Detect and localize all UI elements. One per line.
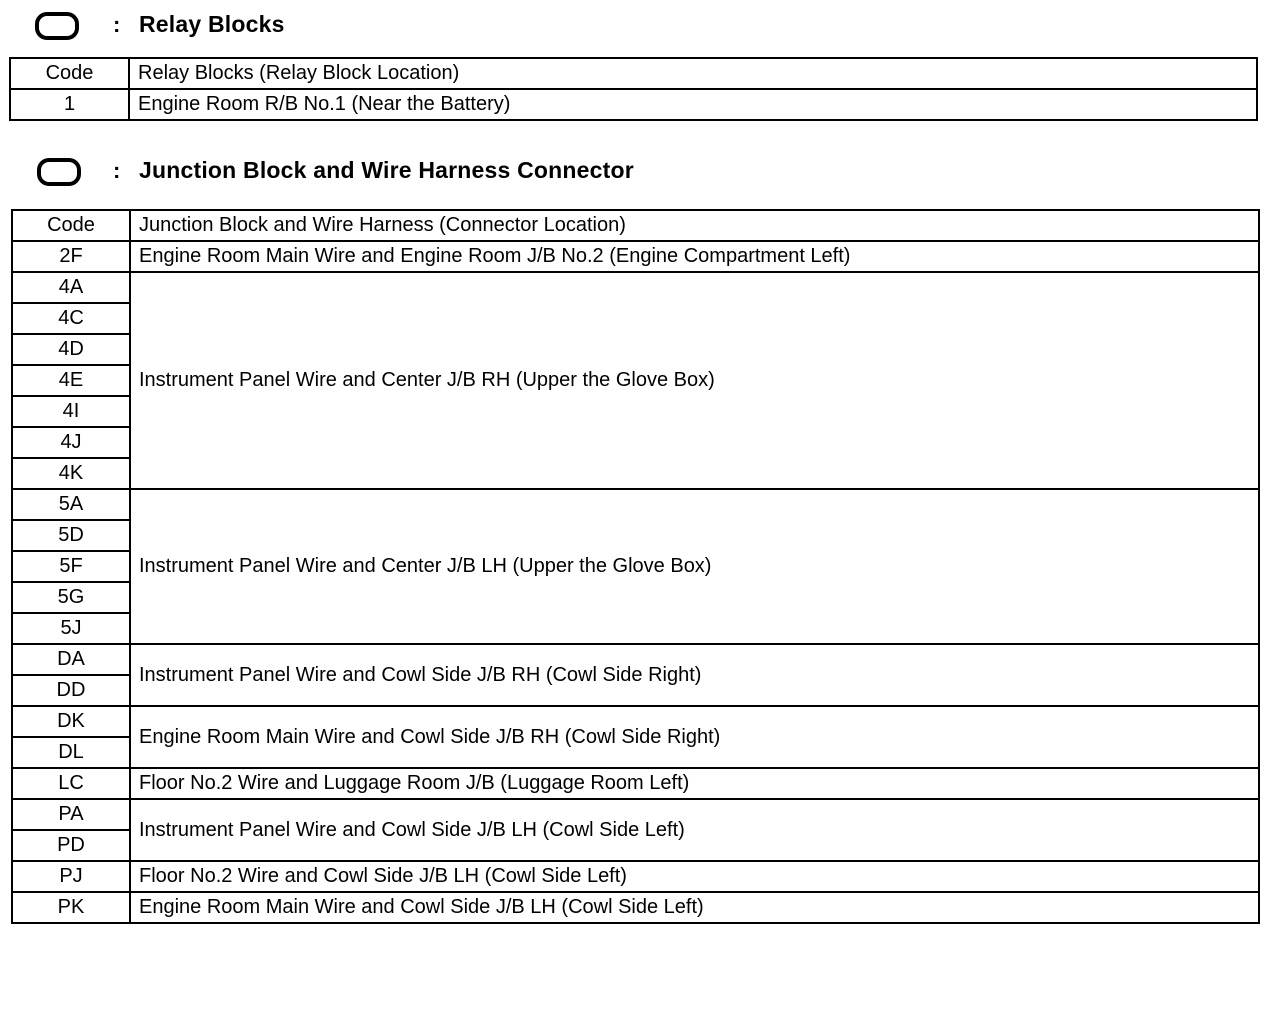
location-cell: Engine Room Main Wire and Engine Room J/B No.2 (Engine Compartment Left) (130, 241, 1259, 272)
relay-heading-colon: : (113, 12, 121, 37)
connector-outline-icon (37, 158, 81, 186)
table-row (12, 272, 1259, 303)
code-column-header: Code (10, 58, 129, 89)
code-column-header: Code (12, 210, 130, 241)
location-cell: Floor No.2 Wire and Cowl Side J/B LH (Cowl Side Left) (130, 861, 1259, 892)
code-cell: 4I (12, 396, 130, 427)
table-row (12, 861, 1259, 892)
code-cell: DA (12, 644, 130, 675)
code-cell: PJ (12, 861, 130, 892)
location-cell: Engine Room Main Wire and Cowl Side J/B RH (Cowl Side Right) (130, 706, 1259, 768)
location-column-header: Relay Blocks (Relay Block Location) (129, 58, 1257, 89)
table-row (12, 241, 1259, 272)
code-cell: 4J (12, 427, 130, 458)
location-column-header: Junction Block and Wire Harness (Connector Location) (130, 210, 1259, 241)
location-cell: Engine Room Main Wire and Cowl Side J/B LH (Cowl Side Left) (130, 892, 1259, 923)
relay-section-heading (0, 6, 1280, 46)
code-cell: LC (12, 768, 130, 799)
junction-block-table (11, 209, 1260, 924)
code-cell: PA (12, 799, 130, 830)
location-cell: Floor No.2 Wire and Luggage Room J/B (Luggage Room Left) (130, 768, 1259, 799)
table-row (12, 892, 1259, 923)
table-row (10, 89, 1257, 120)
table-header-row (12, 210, 1259, 241)
location-cell: Instrument Panel Wire and Center J/B LH (Upper the Glove Box) (130, 489, 1259, 644)
connector-outline-icon (35, 12, 79, 40)
junction-section-title: Junction Block and Wire Harness Connector (139, 157, 634, 183)
code-cell: PK (12, 892, 130, 923)
code-cell: 4D (12, 334, 130, 365)
code-cell: 4K (12, 458, 130, 489)
table-row (12, 768, 1259, 799)
code-cell: 5G (12, 582, 130, 613)
table-row (12, 706, 1259, 737)
table-row (12, 644, 1259, 675)
code-cell: DL (12, 737, 130, 768)
code-cell: 5F (12, 551, 130, 582)
code-cell: 5J (12, 613, 130, 644)
code-cell: 4C (12, 303, 130, 334)
code-cell: 4A (12, 272, 130, 303)
code-cell: PD (12, 830, 130, 861)
code-cell: DK (12, 706, 130, 737)
table-header-row (10, 58, 1257, 89)
relay-blocks-table (9, 57, 1258, 121)
code-cell: 4E (12, 365, 130, 396)
location-cell: Instrument Panel Wire and Center J/B RH (Upper the Glove Box) (130, 272, 1259, 489)
location-cell: Instrument Panel Wire and Cowl Side J/B RH (Cowl Side Right) (130, 644, 1259, 706)
table-row (12, 799, 1259, 830)
table-row (12, 489, 1259, 520)
location-cell: Engine Room R/B No.1 (Near the Battery) (129, 89, 1257, 120)
code-cell: 5D (12, 520, 130, 551)
junction-section-heading (0, 152, 1280, 192)
junction-heading-colon: : (113, 158, 121, 183)
code-cell: DD (12, 675, 130, 706)
relay-section-title: Relay Blocks (139, 11, 285, 37)
code-cell: 5A (12, 489, 130, 520)
location-cell: Instrument Panel Wire and Cowl Side J/B LH (Cowl Side Left) (130, 799, 1259, 861)
code-cell: 1 (10, 89, 129, 120)
code-cell: 2F (12, 241, 130, 272)
